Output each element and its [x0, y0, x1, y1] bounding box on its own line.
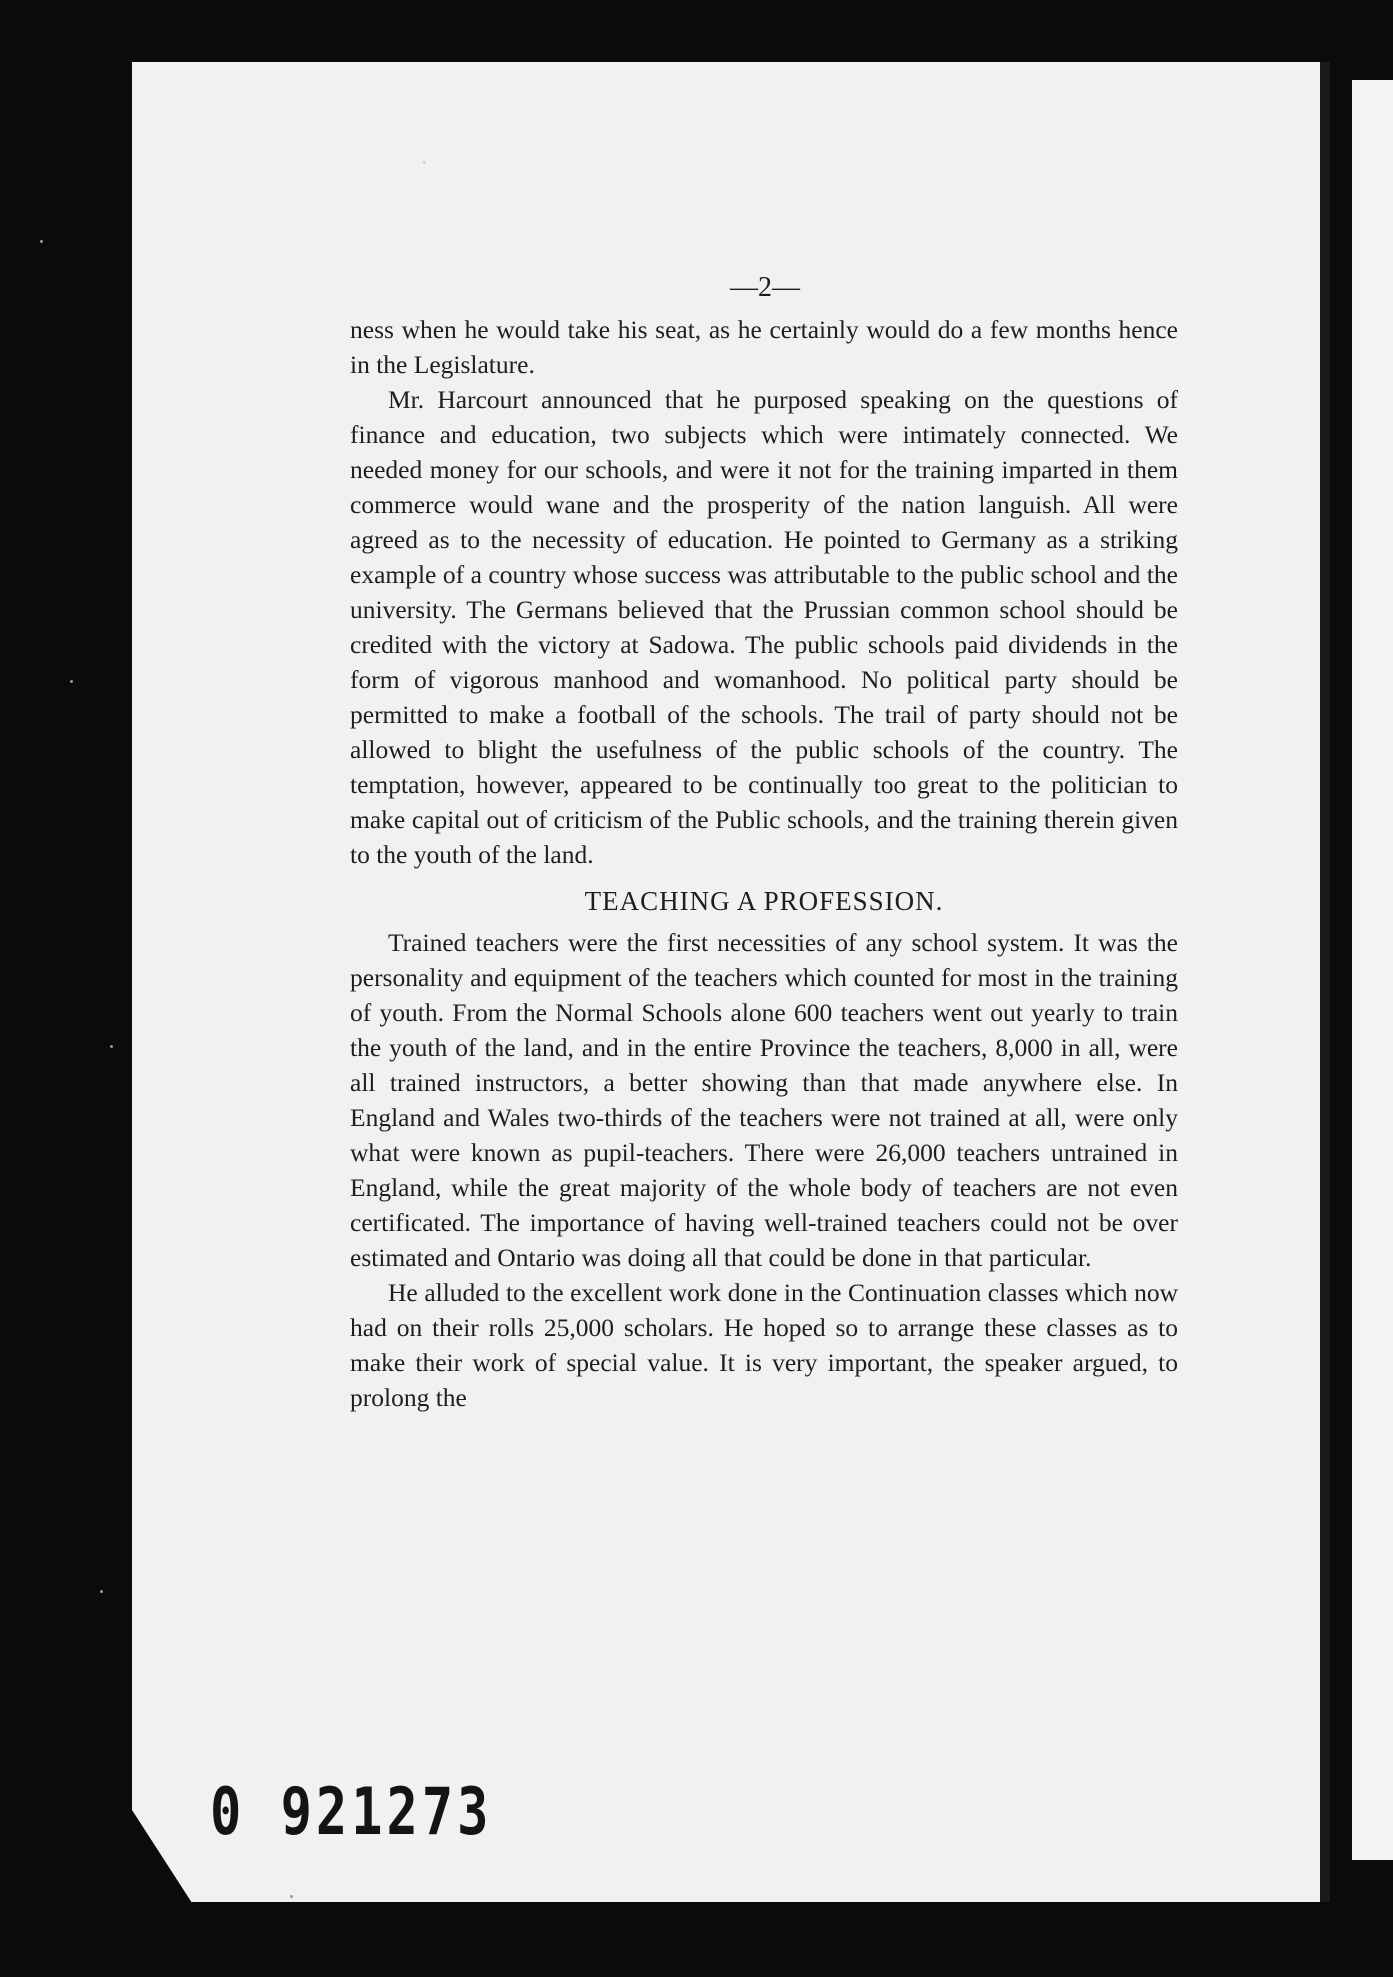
section-heading: TEACHING A PROFESSION.: [584, 886, 944, 916]
scan-speck: [70, 680, 73, 683]
microfilm-stamp-number: 0 921273: [210, 1775, 493, 1850]
paragraph-harcourt: Mr. Harcourt announced that he purposed speaking on the questions of finance and education, two subjects which were intimately connected. We needed money for our schools, and were it not for the training imparted in them commerce would wane and the prosperity of the nation languish. All were agreed as to the necessity of education. He pointed to Germany as a striking example of a country whose success was attributable to the public school and the university. The Germans believed that the Prussian common school should be credited with the victory at Sadowa. The public schools paid dividends in the form of vigorous manhood and womanhood. No political party should be permitted to make a football of the schools. The trail of party should not be allowed to blight the usefulness of the public schools of the country. The temptation, however, appeared to be continually too great to the politician to make capital out of criticism of the Public schools, and the training therein given to the youth of the land.: [350, 385, 1178, 869]
paragraph-continuation: ness when he would take his seat, as he certainly would do a few months hence in the Legislature.: [350, 315, 1178, 379]
faint-bleed-through-mark: ·​: [420, 148, 435, 177]
adjacent-page-edge: [1352, 80, 1393, 1860]
scan-speck: [290, 1895, 293, 1898]
scan-speck: [100, 1590, 103, 1593]
scan-speck: [40, 240, 43, 243]
page-edge-shadow: [1320, 62, 1330, 1902]
scan-speck: [110, 1045, 113, 1048]
paragraph-continuation-classes: He alluded to the excellent work done in the Continuation classes which now had on their rolls 25,000 scholars. He hoped so to arrange these classes as to make their work of special value. It is very important, the speaker argued, to prolong the: [350, 1278, 1178, 1412]
body-text: [350, 312, 1178, 1415]
paragraph-trained-teachers: Trained teachers were the first necessities of any school system. It was the personality and equipment of the teachers which counted for most in the training of youth. From the Normal Schools alone 600 teachers went out yearly to train the youth of the land, and in the entire Province the teachers, 8,000 in all, were all trained instructors, a better showing than that made anywhere else. In England and Wales two-thirds of the teachers were not trained at all, were only what were known as pupil-teachers. There were 26,000 teachers untrained in England, while the great majority of the whole body of teachers are not even certificated. The importance of having well-trained teachers could not be over estimated and Ontario was doing all that could be done in that particular.: [350, 928, 1178, 1272]
page-number: —2—: [730, 272, 800, 303]
